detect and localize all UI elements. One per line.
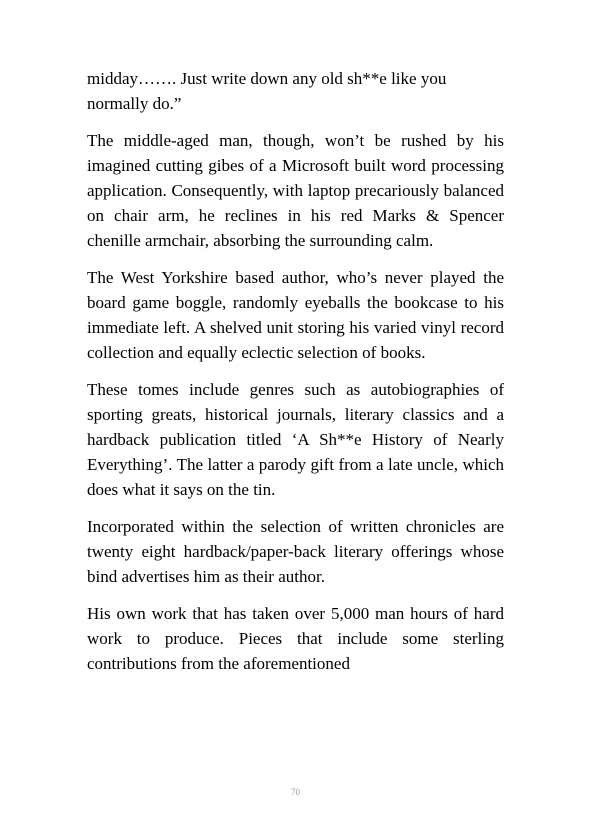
paragraph: His own work that has taken over 5,000 man hours of hard work to produce. Pieces that include some sterling contributions from the aforementioned [87,604,504,673]
paragraph: midday……. Just write down any old sh**e like you normally do.” [87,69,447,113]
paragraph: These tomes include genres such as autobiographies of sporting greats, historical journals, literary classics and a hardback publication titled ‘A Sh**e History of Nearly Everything’. The latter a parody gift from a late uncle, which does what it says on the tin. [87,380,504,499]
paragraph: Incorporated within the selection of written chronicles are twenty eight hardback/paper-back literary offerings whose bind advertises him as their author. [87,517,504,586]
page-number: 70 [291,787,300,797]
paragraph: The West Yorkshire based author, who’s never played the board game boggle, randomly eyeballs the bookcase to his immediate left. A shelved unit storing his varied vinyl record collection and equally eclectic selection of books. [87,268,504,362]
paragraph: The middle-aged man, though, won’t be rushed by his imagined cutting gibes of a Microsoft built word processing application. Consequently, with laptop precariously balanced on chair arm, he reclines in his red Marks & Spencer chenille armchair, absorbing the surrounding calm. [87,131,504,250]
body-text [87,66,504,688]
